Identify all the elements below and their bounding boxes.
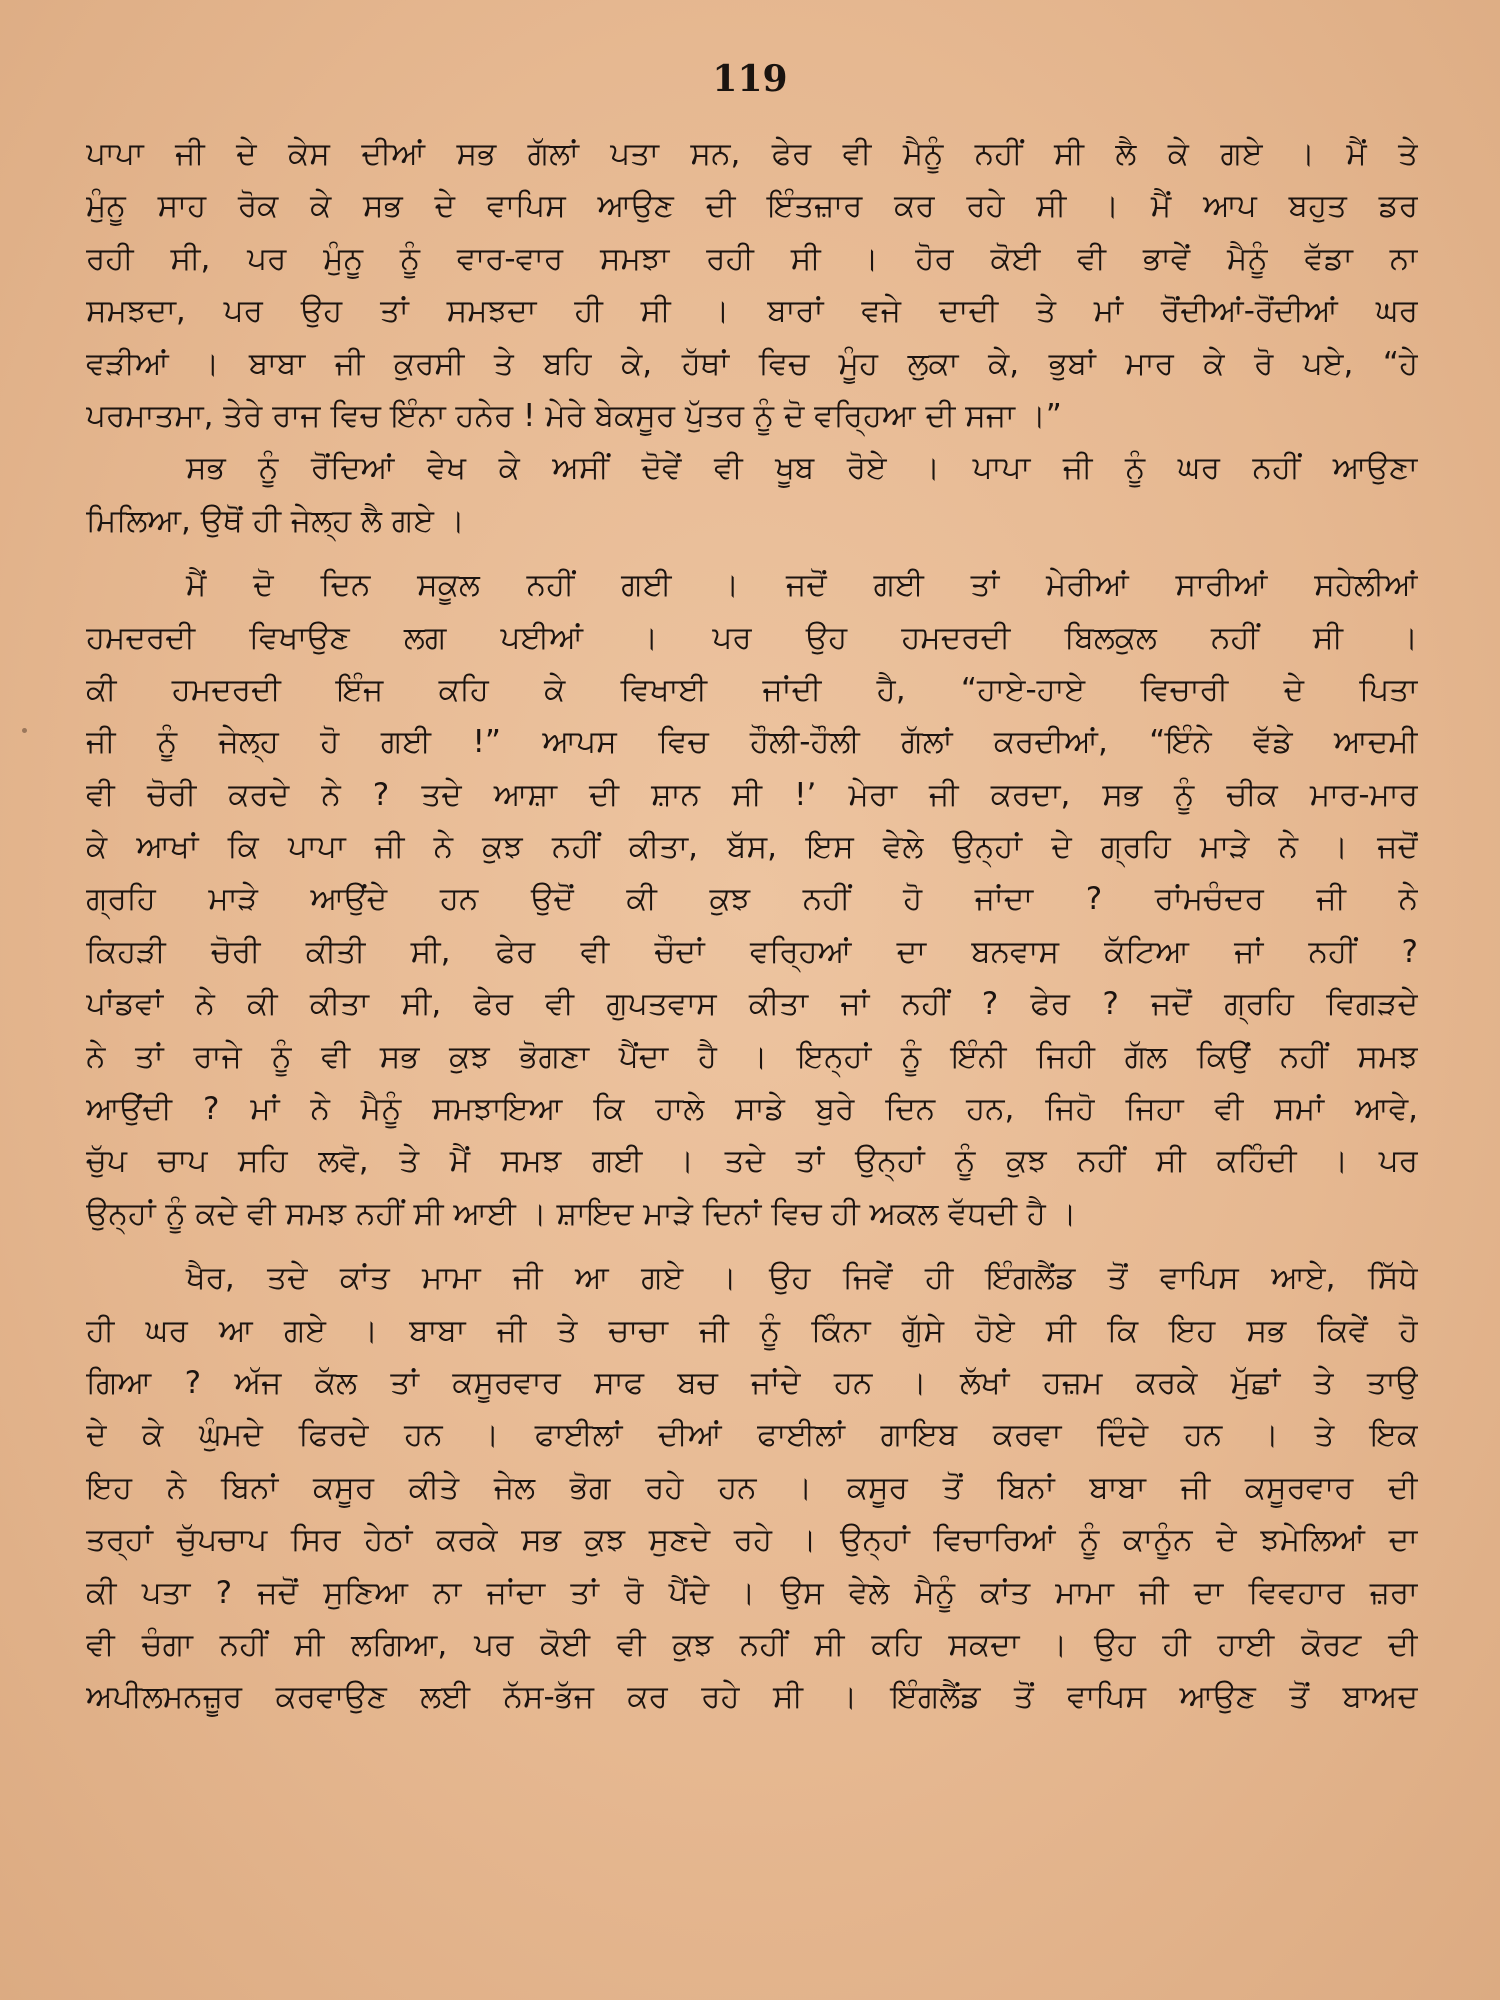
paragraph: [86, 1252, 1418, 1724]
text-line: ਪਾਪਾ ਜੀ ਦੇ ਕੇਸ ਦੀਆਂ ਸਭ ਗੱਲਾਂ ਪਤਾ ਸਨ, ਫੇਰ ਵੀ ਮੈਨੂੰ ਨਹੀਂ ਸੀ ਲੈ ਕੇ ਗਏ । ਮੈਂ ਤੇ: [86, 136, 1418, 172]
text-line: ਰਹੀ ਸੀ, ਪਰ ਮੁੰਨੂ ਨੂੰ ਵਾਰ-ਵਾਰ ਸਮਝਾ ਰਹੀ ਸੀ । ਹੋਰ ਕੋਈ ਵੀ ਭਾਵੇਂ ਮੈਨੂੰ ਵੱਡਾ ਨਾ: [86, 240, 1418, 277]
text-line: ਕੀ ਹਮਦਰਦੀ ਇੰਜ ਕਹਿ ਕੇ ਵਿਖਾਈ ਜਾਂਦੀ ਹੈ, “ਹਾਏ-ਹਾਏ ਵਿਚਾਰੀ ਦੇ ਪਿਤਾ: [86, 671, 1418, 708]
text-line: ਉਨ੍ਹਾਂ ਨੂੰ ਕਦੇ ਵੀ ਸਮਝ ਨਹੀਂ ਸੀ ਆਈ । ਸ਼ਾਇਦ ਮਾੜੇ ਦਿਨਾਂ ਵਿਚ ਹੀ ਅਕਲ ਵੱਧਦੀ ਹੈ ।: [86, 1195, 1077, 1232]
paper-speck: [22, 728, 27, 733]
text-line: ਜੀ ਨੂੰ ਜੇਲ੍ਹ ਹੋ ਗਈ !” ਆਪਸ ਵਿਚ ਹੌਲੀ-ਹੌਲੀ ਗੱਲਾਂ ਕਰਦੀਆਂ, “ਇੰਨੇ ਵੱਡੇ ਆਦਮੀ: [86, 724, 1418, 761]
paragraph: [86, 128, 1418, 442]
text-line: ਗਿਆ ? ਅੱਜ ਕੱਲ ਤਾਂ ਕਸੂਰਵਾਰ ਸਾਫ ਬਚ ਜਾਂਦੇ ਹਨ । ਲੱਖਾਂ ਹਜ਼ਮ ਕਰਕੇ ਮੁੱਛਾਂ ਤੇ ਤਾਉ: [86, 1364, 1418, 1401]
text-line: ਆਉਂਦੀ ? ਮਾਂ ਨੇ ਮੈਨੂੰ ਸਮਝਾਇਆ ਕਿ ਹਾਲੇ ਸਾਡੇ ਬੁਰੇ ਦਿਨ ਹਨ, ਜਿਹੋ ਜਿਹਾ ਵੀ ਸਮਾਂ ਆਵੇ,: [86, 1091, 1418, 1128]
text-line: ਇਹ ਨੇ ਬਿਨਾਂ ਕਸੂਰ ਕੀਤੇ ਜੇਲ ਭੋਗ ਰਹੇ ਹਨ । ਕਸੂਰ ਤੋਂ ਬਿਨਾਂ ਬਾਬਾ ਜੀ ਕਸੂਰਵਾਰ ਦੀ: [86, 1469, 1418, 1506]
text-line: ਪਾਂਡਵਾਂ ਨੇ ਕੀ ਕੀਤਾ ਸੀ, ਫੇਰ ਵੀ ਗੁਪਤਵਾਸ ਕੀਤਾ ਜਾਂ ਨਹੀਂ ? ਫੇਰ ? ਜਦੋਂ ਗ੍ਰਹਿ ਵਿਗੜਦੇ: [86, 986, 1418, 1023]
text-line: ਤਰ੍ਹਾਂ ਚੁੱਪਚਾਪ ਸਿਰ ਹੇਠਾਂ ਕਰਕੇ ਸਭ ਕੁਝ ਸੁਣਦੇ ਰਹੇ । ਉਨ੍ਹਾਂ ਵਿਚਾਰਿਆਂ ਨੂੰ ਕਾਨੂੰਨ ਦੇ ਝਮੇਲਿਆਂ ਦਾ: [86, 1522, 1418, 1559]
text-line: ਗ੍ਰਹਿ ਮਾੜੇ ਆਉਂਦੇ ਹਨ ਉਦੋਂ ਕੀ ਕੁਝ ਨਹੀਂ ਹੋ ਜਾਂਦਾ ? ਰਾਂਮਚੰਦਰ ਜੀ ਨੇ: [86, 881, 1418, 918]
page-number: 119: [712, 58, 788, 100]
text-line: ਵੀ ਚੋਰੀ ਕਰਦੇ ਨੇ ? ਤਦੇ ਆਸ਼ਾ ਦੀ ਸ਼ਾਨ ਸੀ !’ ਮੇਰਾ ਜੀ ਕਰਦਾ, ਸਭ ਨੂੰ ਚੀਕ ਮਾਰ-ਮਾਰ: [86, 776, 1418, 813]
paragraph: [86, 442, 1418, 547]
text-line: ਮਿਲਿਆ, ਉਥੋਂ ਹੀ ਜੇਲ੍ਹ ਲੈ ਗਏ ।: [86, 502, 465, 539]
text-line: ਪਰਮਾਤਮਾ, ਤੇਰੇ ਰਾਜ ਵਿਚ ਇੰਨਾ ਹਨੇਰ ! ਮੇਰੇ ਬੇਕਸੂਰ ਪੁੱਤਰ ਨੂੰ ਦੋ ਵਰ੍ਹਿਆ ਦੀ ਸਜਾ ।”: [86, 397, 1062, 434]
text-line: ਸਭ ਨੂੰ ਰੋਂਦਿਆਂ ਵੇਖ ਕੇ ਅਸੀਂ ਦੋਵੇਂ ਵੀ ਖੂਬ ਰੋਏ । ਪਾਪਾ ਜੀ ਨੂੰ ਘਰ ਨਹੀਂ ਆਉਣਾ: [186, 450, 1418, 487]
body-text: [86, 128, 1418, 1724]
text-line: ਹਮਦਰਦੀ ਵਿਖਾਉਣ ਲਗ ਪਈਆਂ । ਪਰ ਉਹ ਹਮਦਰਦੀ ਬਿਲਕੁਲ ਨਹੀਂ ਸੀ ।: [86, 619, 1418, 656]
text-line: ਵੀ ਚੰਗਾ ਨਹੀਂ ਸੀ ਲਗਿਆ, ਪਰ ਕੋਈ ਵੀ ਕੁਝ ਨਹੀਂ ਸੀ ਕਹਿ ਸਕਦਾ । ਉਹ ਹੀ ਹਾਈ ਕੋਰਟ ਦੀ: [86, 1626, 1418, 1663]
text-line: ਅਪੀਲਮਨਜ਼ੂਰ ਕਰਵਾਉਣ ਲਈ ਨੱਸ-ਭੱਜ ਕਰ ਰਹੇ ਸੀ । ਇੰਗਲੈਂਡ ਤੋਂ ਵਾਪਿਸ ਆਉਣ ਤੋਂ ਬਾਅਦ: [86, 1679, 1418, 1716]
text-line: ਮੁੰਨੂ ਸਾਹ ਰੋਕ ਕੇ ਸਭ ਦੇ ਵਾਪਿਸ ਆਉਣ ਦੀ ਇੰਤਜ਼ਾਰ ਕਰ ਰਹੇ ਸੀ । ਮੈਂ ਆਪ ਬਹੁਤ ਡਰ: [86, 188, 1418, 225]
text-line: ਦੇ ਕੇ ਘੁੰਮਦੇ ਫਿਰਦੇ ਹਨ । ਫਾਈਲਾਂ ਦੀਆਂ ਫਾਈਲਾਂ ਗਾਇਬ ਕਰਵਾ ਦਿੰਦੇ ਹਨ । ਤੇ ਇਕ: [86, 1417, 1418, 1454]
text-line: ਮੈਂ ਦੋ ਦਿਨ ਸਕੂਲ ਨਹੀਂ ਗਈ । ਜਦੋਂ ਗਈ ਤਾਂ ਮੇਰੀਆਂ ਸਾਰੀਆਂ ਸਹੇਲੀਆਂ: [186, 567, 1418, 604]
paragraph: [86, 559, 1418, 1240]
text-line: ਚੁੱਪ ਚਾਪ ਸਹਿ ਲਵੋ, ਤੇ ਮੈਂ ਸਮਝ ਗਈ । ਤਦੇ ਤਾਂ ਉਨ੍ਹਾਂ ਨੂੰ ਕੁਝ ਨਹੀਂ ਸੀ ਕਹਿੰਦੀ । ਪਰ: [86, 1143, 1418, 1180]
text-line: ਵੜੀਆਂ । ਬਾਬਾ ਜੀ ਕੁਰਸੀ ਤੇ ਬਹਿ ਕੇ, ਹੱਥਾਂ ਵਿਚ ਮੂੰਹ ਲੁਕਾ ਕੇ, ਭੁਬਾਂ ਮਾਰ ਕੇ ਰੋ ਪਏ, “ਹੇ: [86, 345, 1418, 382]
text-line: ਕਿਹੜੀ ਚੋਰੀ ਕੀਤੀ ਸੀ, ਫੇਰ ਵੀ ਚੌਦਾਂ ਵਰ੍ਹਿਆਂ ਦਾ ਬਨਵਾਸ ਕੱਟਿਆ ਜਾਂ ਨਹੀਂ ?: [86, 933, 1418, 970]
text-line: ਹੀ ਘਰ ਆ ਗਏ । ਬਾਬਾ ਜੀ ਤੇ ਚਾਚਾ ਜੀ ਨੂੰ ਕਿੰਨਾ ਗੁੱਸੇ ਹੋਏ ਸੀ ਕਿ ਇਹ ਸਭ ਕਿਵੇਂ ਹੋ: [86, 1312, 1418, 1349]
text-line: ਕੇ ਆਖਾਂ ਕਿ ਪਾਪਾ ਜੀ ਨੇ ਕੁਝ ਨਹੀਂ ਕੀਤਾ, ਬੱਸ, ਇਸ ਵੇਲੇ ਉਨ੍ਹਾਂ ਦੇ ਗ੍ਰਹਿ ਮਾੜੇ ਨੇ । ਜਦੋਂ: [86, 829, 1418, 866]
text-line: ਕੀ ਪਤਾ ? ਜਦੋਂ ਸੁਣਿਆ ਨਾ ਜਾਂਦਾ ਤਾਂ ਰੋ ਪੈਂਦੇ । ਉਸ ਵੇਲੇ ਮੈਨੂੰ ਕਾਂਤ ਮਾਮਾ ਜੀ ਦਾ ਵਿਵਹਾਰ ਜ਼ਰਾ: [86, 1574, 1418, 1611]
text-line: ਸਮਝਦਾ, ਪਰ ਉਹ ਤਾਂ ਸਮਝਦਾ ਹੀ ਸੀ । ਬਾਰਾਂ ਵਜੇ ਦਾਦੀ ਤੇ ਮਾਂ ਰੋਂਦੀਆਂ-ਰੋਂਦੀਆਂ ਘਰ: [86, 293, 1418, 330]
text-line: ਨੇ ਤਾਂ ਰਾਜੇ ਨੂੰ ਵੀ ਸਭ ਕੁਝ ਭੋਗਣਾ ਪੈਂਦਾ ਹੈ । ਇਨ੍ਹਾਂ ਨੂੰ ਇੰਨੀ ਜਿਹੀ ਗੱਲ ਕਿਉਂ ਨਹੀਂ ਸਮਝ: [86, 1038, 1418, 1075]
text-line: ਖੈਰ, ਤਦੇ ਕਾਂਤ ਮਾਮਾ ਜੀ ਆ ਗਏ । ਉਹ ਜਿਵੇਂ ਹੀ ਇੰਗਲੈਂਡ ਤੋਂ ਵਾਪਿਸ ਆਏ, ਸਿੱਧੇ: [186, 1260, 1418, 1297]
